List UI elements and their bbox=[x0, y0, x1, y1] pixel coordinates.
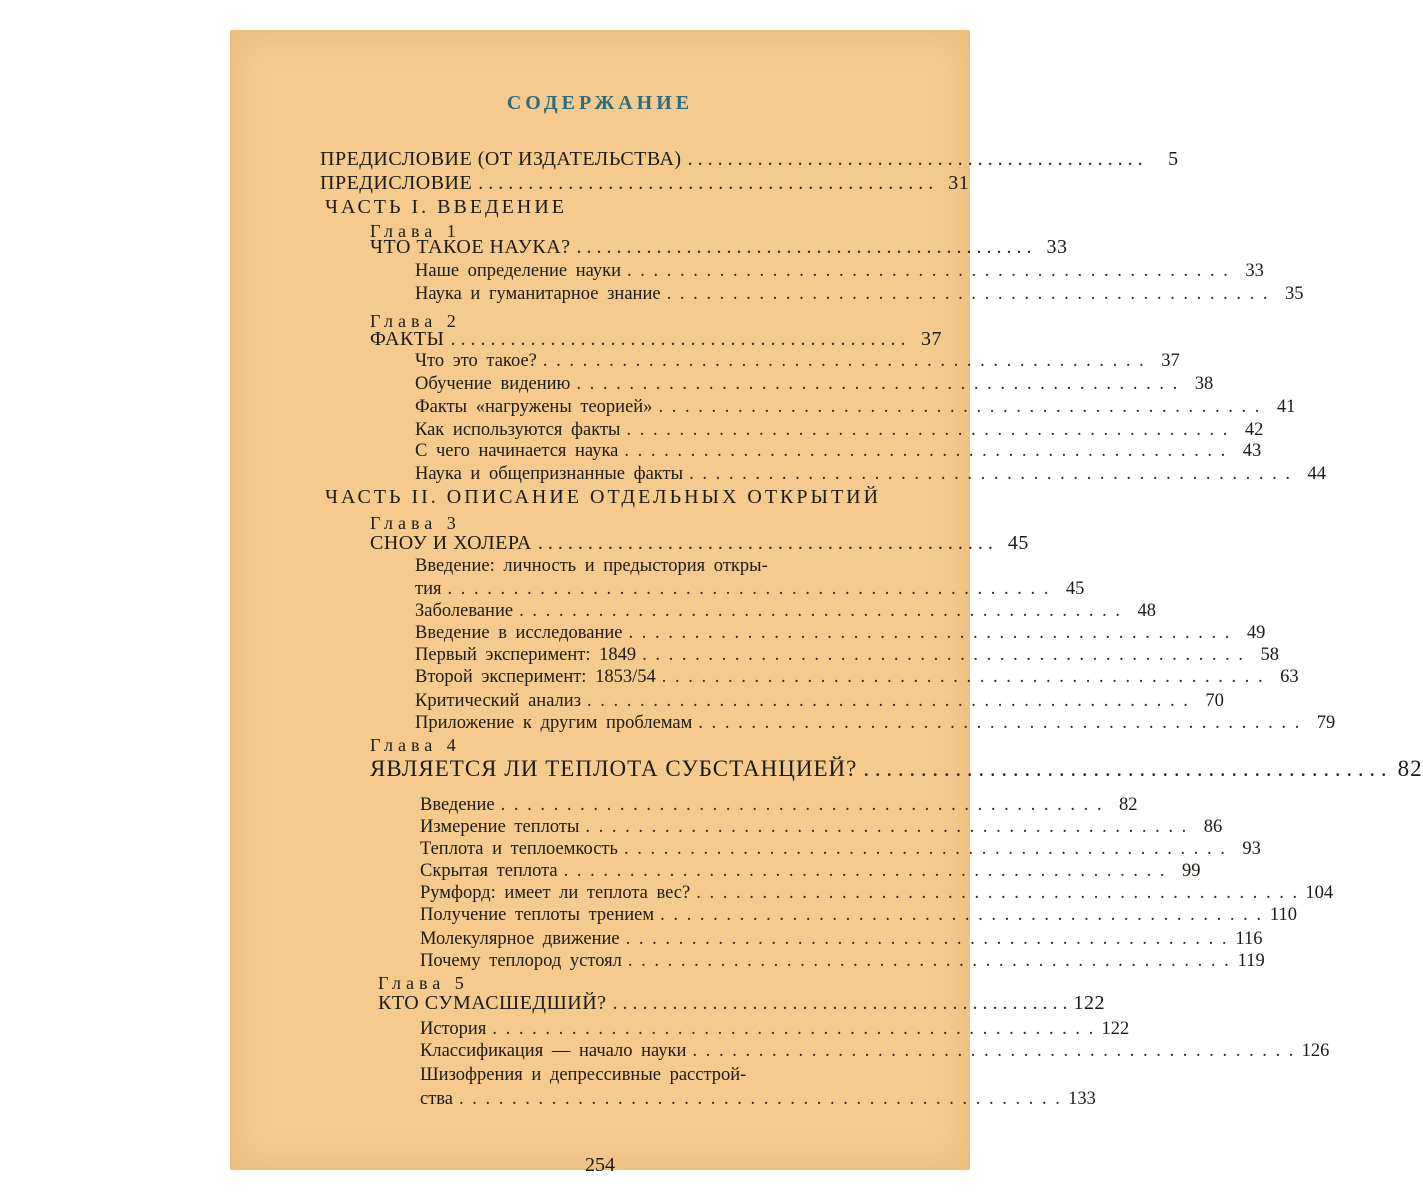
toc-entry bbox=[415, 690, 1224, 712]
toc-leader-dots: . . . . . . . . . . . . . . . . . . . . . . . . . . . . . . . . . . . . . . . . . . . . . . bbox=[459, 1089, 1060, 1109]
toc-entry bbox=[420, 816, 1223, 838]
toc-leader-dots: . . . . . . . . . . . . . . . . . . . . . . . . . . . . . . . . . . . . . . . . . . . . . . bbox=[698, 713, 1300, 733]
toc-entry bbox=[325, 486, 942, 508]
toc-entry-label: ства bbox=[420, 1089, 453, 1109]
toc-entry bbox=[415, 622, 1266, 644]
toc-leader-dots: . . . . . . . . . . . . . . . . . . . . . . . . . . . . . . . . . . . . . . . . . . . . . . bbox=[624, 441, 1226, 461]
toc-leader-dots: . . . . . . . . . . . . . . . . . . . . . . . . . . . . . . . . . . . . . . . . . . . . . . bbox=[612, 992, 1068, 1014]
toc-entry bbox=[415, 350, 1180, 372]
toc-entry-page: 70 bbox=[1205, 691, 1224, 711]
toc-entry bbox=[325, 196, 942, 218]
toc-entry bbox=[415, 555, 942, 577]
toc-entry-page: 42 bbox=[1244, 420, 1264, 440]
toc-entry-label: Как используются факты bbox=[415, 420, 621, 440]
toc-entry-label: ПРЕДИСЛОВИЕ (ОТ ИЗДАТЕЛЬСТВА) bbox=[320, 148, 682, 170]
toc-entry-page: 119 bbox=[1237, 951, 1265, 971]
toc-entry-label: Почему теплород устоял bbox=[420, 951, 622, 971]
toc-leader-dots: . . . . . . . . . . . . . . . . . . . . . . . . . . . . . . . . . . . . . . . . . . . . . . bbox=[447, 579, 1049, 599]
toc-entry-label: Критический анализ bbox=[415, 691, 582, 711]
toc-entry-page: 104 bbox=[1305, 883, 1334, 903]
toc-leader-dots: . . . . . . . . . . . . . . . . . . . . . . . . . . . . . . . . . . . . . . . . . . . . . . bbox=[500, 795, 1102, 815]
toc-entry bbox=[370, 756, 1423, 781]
toc-entry bbox=[420, 882, 1334, 904]
toc-entry-label: Введение: личность и предыстория откры- bbox=[415, 556, 768, 576]
toc-entry-page: 43 bbox=[1242, 441, 1262, 461]
toc-entry bbox=[415, 373, 1214, 395]
toc-entry bbox=[420, 794, 1138, 816]
toc-entry bbox=[370, 328, 942, 350]
toc-entry-label: Наука и общепризнанные факты bbox=[415, 464, 684, 484]
toc-entry bbox=[415, 396, 1296, 418]
toc-entry bbox=[415, 440, 1262, 462]
toc-entry-page: 82 bbox=[1118, 795, 1138, 815]
toc-entry-page: 86 bbox=[1203, 817, 1223, 837]
toc-entry bbox=[370, 532, 1029, 554]
toc-leader-dots: . . . . . . . . . . . . . . . . . . . . . . . . . . . . . . . . . . . . . . . . . . . . . . bbox=[537, 532, 993, 554]
toc-entry bbox=[420, 1018, 1130, 1040]
toc-entry-page: 45 bbox=[1065, 579, 1085, 599]
toc-entry-label: История bbox=[420, 1019, 487, 1039]
toc-entry-label: Первый эксперимент: 1849 bbox=[415, 645, 637, 665]
toc-entry-label: Получение теплоты трением bbox=[420, 905, 655, 925]
toc-leader-dots: . . . . . . . . . . . . . . . . . . . . . . . . . . . . . . . . . . . . . . . . . . . . . . bbox=[576, 374, 1178, 394]
toc-leader-dots: . . . . . . . . . . . . . . . . . . . . . . . . . . . . . . . . . . . . . . . . . . . . . . bbox=[628, 623, 1230, 643]
toc-leader-dots: . . . . . . . . . . . . . . . . . . . . . . . . . . . . . . . . . . . . . . . . . . . . . . bbox=[696, 883, 1298, 903]
toc-entry-label: Скрытая теплота bbox=[420, 861, 558, 881]
toc-entry bbox=[320, 172, 970, 194]
toc-entry bbox=[370, 512, 942, 534]
toc-entry bbox=[420, 1088, 1096, 1110]
toc-entry-page: 133 bbox=[1068, 1089, 1096, 1109]
toc-entry bbox=[415, 463, 1326, 485]
toc-entry-label: Классификация — начало науки bbox=[420, 1041, 687, 1061]
toc-entry-label: Заболевание bbox=[415, 601, 514, 621]
toc-entry bbox=[420, 950, 1265, 972]
toc-entry-page: 45 bbox=[1007, 532, 1029, 554]
toc-entry-page: 31 bbox=[948, 172, 970, 194]
toc-entry bbox=[420, 928, 1263, 950]
toc-entry bbox=[415, 419, 1264, 441]
toc-entry bbox=[420, 860, 1201, 882]
toc-entry bbox=[415, 260, 1264, 282]
toc-entry-label: ЧАСТЬ I. ВВЕДЕНИЕ bbox=[325, 196, 568, 218]
toc-entry bbox=[415, 666, 1299, 688]
toc-entry bbox=[378, 992, 1106, 1014]
toc-entry-label: Глава 2 bbox=[370, 311, 461, 331]
toc-entry-page: 33 bbox=[1245, 261, 1264, 281]
toc-entry-label: Наука и гуманитарное знание bbox=[415, 284, 661, 304]
toc-leader-dots: . . . . . . . . . . . . . . . . . . . . . . . . . . . . . . . . . . . . . . . . . . . . . . bbox=[625, 929, 1227, 949]
toc-entry-page: 49 bbox=[1246, 623, 1266, 643]
toc-entry-label: Румфорд: имеет ли теплота вес? bbox=[420, 883, 691, 903]
toc-entry-page: 48 bbox=[1137, 601, 1156, 621]
toc-entry-label: Глава 1 bbox=[370, 221, 461, 241]
toc-entry-page: 37 bbox=[921, 328, 942, 350]
toc-leader-dots: . . . . . . . . . . . . . . . . . . . . . . . . . . . . . . . . . . . . . . . . . . . . . . bbox=[587, 691, 1188, 711]
toc-entry bbox=[370, 236, 1068, 258]
toc-entry-page: 33 bbox=[1046, 236, 1068, 258]
toc-entry-label: Второй эксперимент: 1853/54 bbox=[415, 667, 656, 687]
toc-entry-page: 110 bbox=[1269, 905, 1297, 925]
toc-leader-dots: . . . . . . . . . . . . . . . . . . . . . . . . . . . . . . . . . . . . . . . . . . . . . . bbox=[661, 667, 1263, 687]
toc-entry bbox=[420, 1064, 942, 1086]
toc-leader-dots: . . . . . . . . . . . . . . . . . . . . . . . . . . . . . . . . . . . . . . . . . . . . . . bbox=[585, 817, 1187, 837]
toc-entry-label: ЧАСТЬ II. ОПИСАНИЕ ОТДЕЛЬНЫХ ОТКРЫТИЙ bbox=[325, 486, 882, 508]
toc-leader-dots: . . . . . . . . . . . . . . . . . . . . . . . . . . . . . . . . . . . . . . . . . . . . . . bbox=[563, 861, 1165, 881]
toc-entry-label: ПРЕДИСЛОВИЕ bbox=[320, 172, 473, 194]
toc-entry-page: 5 bbox=[1168, 148, 1179, 170]
toc-entry-label: тия bbox=[415, 579, 442, 599]
toc-entry-label: СНОУ И ХОЛЕРА bbox=[370, 532, 532, 554]
toc-entry bbox=[370, 734, 942, 756]
toc-leader-dots: . . . . . . . . . . . . . . . . . . . . . . . . . . . . . . . . . . . . . . . . . . . . . . bbox=[626, 420, 1228, 440]
toc-leader-dots: . . . . . . . . . . . . . . . . . . . . . . . . . . . . . . . . . . . . . . . . . . . . . . bbox=[576, 236, 1032, 258]
toc-entry-page: 126 bbox=[1301, 1041, 1330, 1061]
toc-entry bbox=[320, 148, 1179, 170]
toc-entry bbox=[420, 1040, 1330, 1062]
page-number: 254 bbox=[585, 1154, 615, 1176]
toc-leader-dots: . . . . . . . . . . . . . . . . . . . . . . . . . . . . . . . . . . . . . . . . . . . . . . bbox=[692, 1041, 1294, 1061]
toc-entry-label: Шизофрения и депрессивные расстрой- bbox=[420, 1065, 747, 1085]
toc-entry-page: 63 bbox=[1280, 667, 1299, 687]
toc-entry-page: 116 bbox=[1235, 929, 1263, 949]
toc-entry-label: Глава 5 bbox=[378, 973, 469, 993]
toc-leader-dots: . . . . . . . . . . . . . . . . . . . . . . . . . . . . . . . . . . . . . . . . . . . . . . bbox=[627, 261, 1228, 281]
toc-entry-label: Глава 4 bbox=[370, 735, 461, 755]
book-page bbox=[230, 30, 1423, 1176]
toc-entry-page: 37 bbox=[1161, 351, 1180, 371]
toc-entry-page: 82 bbox=[1397, 756, 1423, 781]
toc-leader-dots: . . . . . . . . . . . . . . . . . . . . . . . . . . . . . . . . . . . . . . . . . . . . . . bbox=[689, 464, 1290, 484]
toc-entry-page: 79 bbox=[1316, 713, 1336, 733]
toc-leader-dots: . . . . . . . . . . . . . . . . . . . . . . . . . . . . . . . . . . . . . . . . . . . . . . bbox=[519, 601, 1120, 621]
toc-leader-dots: . . . . . . . . . . . . . . . . . . . . . . . . . . . . . . . . . . . . . . . . . . . . . . bbox=[658, 397, 1260, 417]
toc-entry bbox=[420, 904, 1297, 926]
page-title: СОДЕРЖАНИЕ bbox=[506, 92, 694, 114]
toc-entry bbox=[420, 838, 1261, 860]
toc-leader-dots: . . . . . . . . . . . . . . . . . . . . . . . . . . . . . . . . . . . . . . . . . . . . . . bbox=[627, 951, 1229, 971]
toc-entry-page: 35 bbox=[1284, 284, 1304, 304]
toc-entry-label: С чего начинается наука bbox=[415, 441, 619, 461]
toc-entry-label: Измерение теплоты bbox=[420, 817, 580, 837]
toc-entry-label: ЧТО ТАКОЕ НАУКА? bbox=[370, 236, 571, 258]
toc-entry-label: Наше определение науки bbox=[415, 261, 622, 281]
toc-entry-page: 93 bbox=[1242, 839, 1261, 859]
toc-leader-dots: . . . . . . . . . . . . . . . . . . . . . . . . . . . . . . . . . . . . . . . . . . . . . . bbox=[623, 839, 1225, 859]
toc-entry-label: ФАКТЫ bbox=[370, 328, 445, 350]
toc-entry-label: Что это такое? bbox=[415, 351, 537, 371]
toc-entry bbox=[415, 712, 1336, 734]
toc-entry bbox=[378, 972, 942, 994]
toc-entry-label: Введение bbox=[420, 795, 495, 815]
toc-entry-page: 122 bbox=[1073, 992, 1106, 1014]
toc-entry-label: Теплота и теплоемкость bbox=[420, 839, 618, 859]
toc-leader-dots: . . . . . . . . . . . . . . . . . . . . . . . . . . . . . . . . . . . . . . . . . . . . . . bbox=[666, 284, 1268, 304]
toc-entry-page: 41 bbox=[1276, 397, 1296, 417]
toc-entry-label: КТО СУМАСШЕДШИЙ? bbox=[378, 992, 607, 1014]
toc-entry-label: Приложение к другим проблемам bbox=[415, 713, 693, 733]
toc-entry-label: Факты «нагружены теорией» bbox=[415, 397, 653, 417]
toc-entry-label: Глава 3 bbox=[370, 513, 461, 533]
toc-leader-dots: . . . . . . . . . . . . . . . . . . . . . . . . . . . . . . . . . . . . . . . . . . . . . . bbox=[642, 645, 1243, 665]
toc-entry-page: 58 bbox=[1260, 645, 1279, 665]
toc-entry bbox=[415, 644, 1279, 666]
toc-leader-dots: . . . . . . . . . . . . . . . . . . . . . . . . . . . . . . . . . . . . . . . . . . . . . . bbox=[660, 905, 1261, 925]
toc-entry-label: Введение в исследование bbox=[415, 623, 623, 643]
toc-leader-dots: . . . . . . . . . . . . . . . . . . . . . . . . . . . . . . . . . . . . . . . . . . . . . . bbox=[478, 172, 934, 194]
toc-entry-page: 99 bbox=[1182, 861, 1201, 881]
toc-entry-label: ЯВЛЯЕТСЯ ЛИ ТЕПЛОТА СУБСТАНЦИЕЙ? bbox=[370, 756, 858, 781]
toc-leader-dots: . . . . . . . . . . . . . . . . . . . . . . . . . . . . . . . . . . . . . . . . . . . . . . bbox=[687, 148, 1143, 170]
toc-entry-page: 44 bbox=[1307, 464, 1326, 484]
toc-leader-dots: . . . . . . . . . . . . . . . . . . . . . . . . . . . . . . . . . . . . . . . . . . . . . . bbox=[863, 756, 1387, 781]
toc-leader-dots: . . . . . . . . . . . . . . . . . . . . . . . . . . . . . . . . . . . . . . . . . . . . . . bbox=[542, 351, 1144, 371]
toc-entry bbox=[415, 600, 1156, 622]
toc-leader-dots: . . . . . . . . . . . . . . . . . . . . . . . . . . . . . . . . . . . . . . . . . . . . . . bbox=[450, 328, 906, 350]
toc-entry-label: Обучение видению bbox=[415, 374, 571, 394]
toc-entry-page: 38 bbox=[1194, 374, 1214, 394]
toc-entry bbox=[415, 283, 1304, 305]
toc-entry-label: Молекулярное движение bbox=[420, 929, 620, 949]
toc-entry-page: 122 bbox=[1101, 1019, 1130, 1039]
toc-leader-dots: . . . . . . . . . . . . . . . . . . . . . . . . . . . . . . . . . . . . . . . . . . . . . . bbox=[492, 1019, 1094, 1039]
toc-entry bbox=[415, 578, 1085, 600]
